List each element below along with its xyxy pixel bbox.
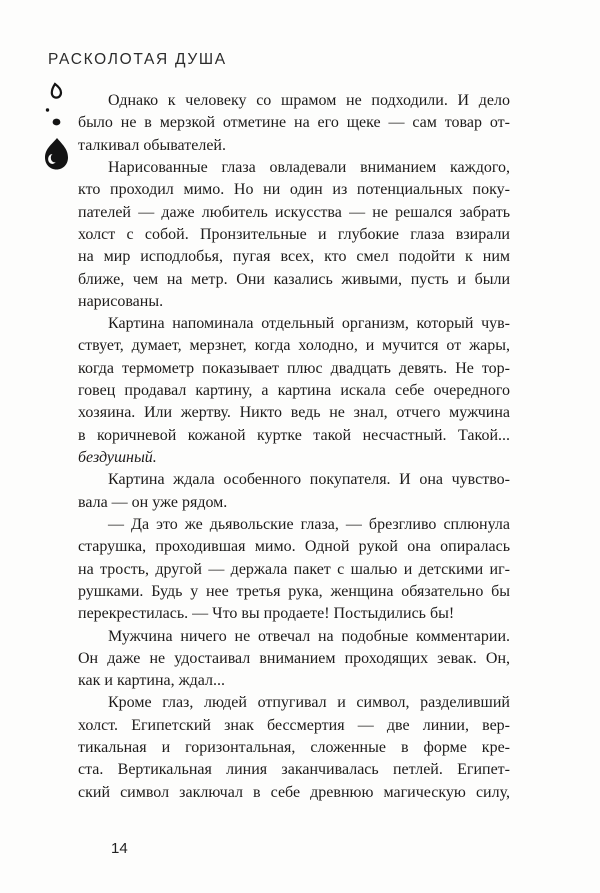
text-line: Мужчина ничего не отвечал на подобные комментарии. [108, 627, 510, 645]
paragraph [78, 90, 510, 157]
text-line: холст. Египетский знак бессмертия — две линии, вер- [78, 716, 510, 734]
text-line: кто проходил мимо. Но ни один из потенциальных поку- [78, 181, 510, 199]
text-line: хозяина. Или жертву. Никто ведь не знал, отчего мужчина [78, 404, 510, 422]
text-line: Он даже не удостаивал вниманием проходящих зевак. Он, [78, 649, 510, 667]
ink-drops-icon [40, 80, 80, 180]
ink-drop-highlight-mask [51, 153, 58, 162]
text-line: — Да это же дьявольские глаза, — брезгливо сплюнула [108, 515, 510, 533]
text-line: Нарисованные глаза овладевали вниманием каждого, [108, 158, 510, 176]
ink-dot-medium-icon [53, 119, 61, 126]
text-line: вала — он уже рядом. [78, 493, 228, 511]
text-line: ближе, чем на метр. Они казались живыми, пусть и были [78, 270, 510, 288]
running-header-title: РАСКОЛОТАЯ ДУША [48, 51, 227, 68]
text-line: перекрестилась. — Что вы продаете! Постыдились бы! [78, 605, 455, 623]
ink-dot-small-icon [46, 108, 49, 111]
text-line: ста. Вертикальная линия заканчивалась петлей. Египет- [78, 761, 510, 779]
text-line: пателей — даже любитель искусства — не решался забрать [78, 203, 510, 221]
text-line: на мир исподлобья, пугая всех, кто смел подойти к ним [78, 248, 510, 266]
text-line: ствует, думает, мерзнет, когда холодно, и мучится от жары, [78, 337, 510, 355]
ink-drop-large-icon [45, 138, 68, 170]
text-line: в коричневой кожаной куртке такой несчастный. Такой... [78, 426, 510, 444]
paragraph [78, 514, 510, 626]
page-number: 14 [111, 840, 128, 857]
text-line: рушками. Будь у нее третья рука, женщина обязательно бы [78, 582, 510, 600]
text-line: бездушный. [78, 449, 157, 466]
paragraph [78, 469, 510, 514]
text-line: холст с собой. Пронзительные и глубокие глаза взирали [78, 225, 510, 243]
text-line: Картина ждала особенного покупателя. И она чувство- [108, 471, 510, 489]
text-line: было не в мерзкой отметине на его щеке — сам товар от- [78, 114, 510, 132]
body-text [78, 90, 510, 804]
paragraph [78, 313, 510, 469]
text-line: как и картина, ждал... [78, 672, 226, 690]
ink-drop-outline-icon [52, 84, 61, 98]
text-line: нарисованы. [78, 292, 164, 310]
text-line: Картина напоминала отдельный организм, который чув- [108, 315, 510, 333]
text-line: Кроме глаз, людей отпугивал и символ, разделивший [108, 694, 510, 712]
text-line: старушка, проходившая мимо. Одной рукой она опиралась [78, 538, 510, 556]
text-line: когда термометр показывает плюс двадцать девять. Не тор- [78, 359, 510, 377]
text-line: Однако к человеку со шрамом не подходили. И дело [108, 92, 510, 109]
text-line: ский символ заключал в себе древнюю магическую силу, [78, 783, 510, 801]
text-line: талкивал обывателей. [78, 136, 226, 154]
text-line: говец продавал картину, а картина искала себе очередного [78, 382, 510, 400]
paragraph [78, 692, 510, 804]
paragraph [78, 626, 510, 693]
text-line: на трость, другой — держала пакет с шалью и детскими иг- [78, 560, 510, 578]
paragraph [78, 157, 510, 313]
text-line: тикальная и горизонтальная, сложенные в форме кре- [78, 739, 510, 757]
